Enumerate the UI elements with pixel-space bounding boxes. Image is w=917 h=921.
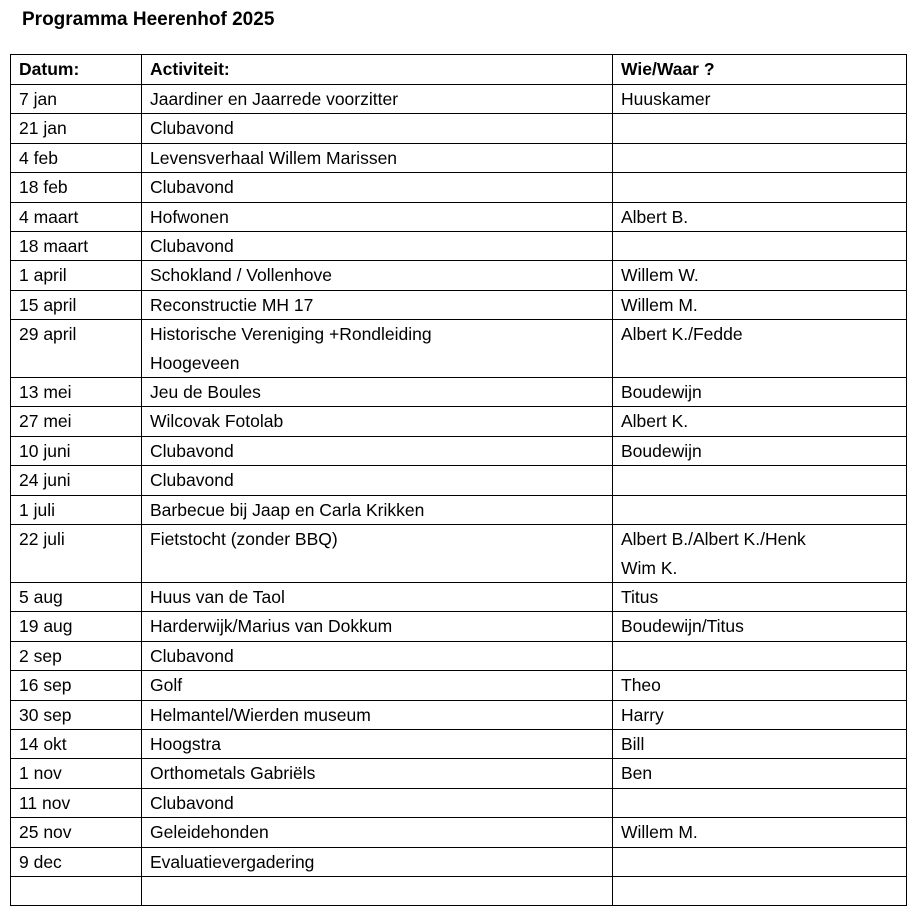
cell-activity [142, 525, 613, 583]
cell-activity [142, 85, 613, 114]
table-row [11, 320, 907, 378]
cell-date: 27 mei [11, 407, 142, 436]
page-title: Programma Heerenhof 2025 [22, 9, 275, 30]
activity-line: Barbecue bij Jaap en Carla Krikken [150, 499, 425, 520]
activity-line: Orthometals Gabriëls [150, 763, 316, 784]
cell-date: 14 okt [11, 729, 142, 758]
table-row [11, 232, 907, 261]
activity-line: Historische Vereniging +Rondleiding [150, 324, 432, 345]
cell-activity [142, 290, 613, 319]
who-where-line: Albert K. [621, 411, 689, 432]
activity-line: Harderwijk/Marius van Dokkum [150, 616, 393, 637]
table-row [11, 818, 907, 847]
activity-line: Helmantel/Wierden museum [150, 704, 371, 725]
cell-activity [142, 729, 613, 758]
cell-date: 15 april [11, 290, 142, 319]
activity-line: Reconstructie MH 17 [150, 294, 314, 315]
who-where-line: Willem M. [621, 822, 698, 843]
activity-line: Clubavond [150, 236, 234, 257]
cell-who-where [613, 729, 907, 758]
cell-date: 24 juni [11, 466, 142, 495]
who-where-line: Ben [621, 763, 653, 784]
cell-who-where [613, 290, 907, 319]
table-row [11, 143, 907, 172]
table-row [11, 495, 907, 524]
cell-who-where [613, 232, 907, 261]
activity-line: Schokland / Vollenhove [150, 265, 332, 286]
activity-line: Evaluatievergadering [150, 851, 315, 872]
table-row [11, 114, 907, 143]
cell-date: 4 feb [11, 143, 142, 172]
cell-date: 1 juli [11, 495, 142, 524]
cell-who-where [613, 700, 907, 729]
cell-date: 9 dec [11, 847, 142, 876]
activity-line: Clubavond [150, 792, 234, 813]
cell-who-where [613, 407, 907, 436]
table-row [11, 788, 907, 817]
cell-who-where [613, 759, 907, 788]
cell-who-where [613, 202, 907, 231]
table-header-row [11, 55, 907, 85]
cell-date: 11 nov [11, 788, 142, 817]
table-row [11, 290, 907, 319]
cell-activity [142, 847, 613, 876]
cell-who-where [613, 582, 907, 611]
cell-activity [142, 876, 613, 905]
cell-date: 7 jan [11, 85, 142, 114]
activity-line: Wilcovak Fotolab [150, 411, 284, 432]
table-row [11, 85, 907, 114]
who-where-line: Wim K. [621, 557, 678, 578]
activity-line: Clubavond [150, 440, 234, 461]
cell-who-where [613, 818, 907, 847]
table-row [11, 612, 907, 641]
cell-date: 22 juli [11, 525, 142, 583]
activity-line: Hofwonen [150, 206, 229, 227]
cell-date: 4 maart [11, 202, 142, 231]
cell-activity [142, 261, 613, 290]
who-where-line: Albert K./Fedde [621, 324, 743, 345]
activity-line: Levensverhaal Willem Marissen [150, 147, 398, 168]
who-where-line: Albert B. [621, 206, 689, 227]
cell-who-where [613, 788, 907, 817]
cell-who-where [613, 378, 907, 407]
cell-activity [142, 436, 613, 465]
table-row [11, 407, 907, 436]
cell-date: 21 jan [11, 114, 142, 143]
table-row [11, 378, 907, 407]
cell-activity [142, 143, 613, 172]
cell-activity [142, 788, 613, 817]
cell-activity [142, 114, 613, 143]
cell-date: 1 april [11, 261, 142, 290]
who-where-line: Boudewijn/Titus [621, 616, 744, 637]
table-row [11, 876, 907, 905]
program-table [10, 54, 907, 906]
cell-activity [142, 173, 613, 202]
table-row [11, 729, 907, 758]
who-where-line: Willem W. [621, 265, 699, 286]
cell-date: 10 juni [11, 436, 142, 465]
cell-who-where [613, 173, 907, 202]
activity-line: Hoogstra [150, 733, 222, 754]
cell-activity [142, 582, 613, 611]
cell-who-where [613, 85, 907, 114]
cell-date: 29 april [11, 320, 142, 378]
cell-date: 2 sep [11, 641, 142, 670]
cell-date: 18 feb [11, 173, 142, 202]
cell-activity [142, 641, 613, 670]
cell-who-where [613, 612, 907, 641]
table-row [11, 671, 907, 700]
cell-activity [142, 818, 613, 847]
activity-line: Fietstocht (zonder BBQ) [150, 529, 338, 550]
cell-date: 5 aug [11, 582, 142, 611]
table-row [11, 525, 907, 583]
cell-date: 18 maart [11, 232, 142, 261]
table-row [11, 641, 907, 670]
activity-line: Huus van de Taol [150, 586, 285, 607]
cell-who-where [613, 114, 907, 143]
who-where-line: Harry [621, 704, 664, 725]
who-where-line: Theo [621, 675, 661, 696]
table-row [11, 466, 907, 495]
column-header-date: Datum: [11, 55, 142, 85]
activity-line: Clubavond [150, 118, 234, 139]
cell-activity [142, 612, 613, 641]
who-where-line: Willem M. [621, 294, 698, 315]
activity-line: Geleidehonden [150, 822, 269, 843]
who-where-line: Albert B./Albert K./Henk [621, 529, 806, 550]
cell-activity [142, 495, 613, 524]
cell-date: 30 sep [11, 700, 142, 729]
table-row [11, 847, 907, 876]
cell-activity [142, 232, 613, 261]
cell-activity [142, 759, 613, 788]
who-where-line: Boudewijn [621, 382, 702, 403]
table-row [11, 582, 907, 611]
table-body [11, 85, 907, 906]
table-row [11, 436, 907, 465]
who-where-line: Boudewijn [621, 440, 702, 461]
cell-who-where [613, 466, 907, 495]
cell-activity [142, 671, 613, 700]
cell-date: 16 sep [11, 671, 142, 700]
activity-line: Hoogeveen [150, 352, 240, 373]
cell-activity [142, 407, 613, 436]
cell-who-where [613, 876, 907, 905]
table-row [11, 202, 907, 231]
activity-line: Clubavond [150, 177, 234, 198]
cell-activity [142, 320, 613, 378]
cell-activity [142, 466, 613, 495]
who-where-line: Huuskamer [621, 89, 711, 109]
cell-who-where [613, 320, 907, 378]
who-where-line: Titus [621, 586, 659, 607]
cell-date: 19 aug [11, 612, 142, 641]
cell-who-where [613, 641, 907, 670]
table-row [11, 759, 907, 788]
cell-activity [142, 378, 613, 407]
activity-line: Clubavond [150, 470, 234, 491]
cell-date: 13 mei [11, 378, 142, 407]
cell-date [11, 876, 142, 905]
activity-line: Jeu de Boules [150, 382, 261, 403]
cell-activity [142, 202, 613, 231]
who-where-line: Bill [621, 733, 645, 754]
activity-line: Golf [150, 675, 183, 696]
activity-line: Clubavond [150, 645, 234, 666]
cell-who-where [613, 495, 907, 524]
column-header-activity: Activiteit: [142, 55, 613, 85]
cell-date: 1 nov [11, 759, 142, 788]
cell-who-where [613, 525, 907, 583]
cell-who-where [613, 261, 907, 290]
cell-date: 25 nov [11, 818, 142, 847]
column-header-who-where: Wie/Waar ? [613, 55, 907, 85]
activity-line: Jaardiner en Jaarrede voorzitter [150, 89, 399, 109]
table-row [11, 261, 907, 290]
cell-activity [142, 700, 613, 729]
table-row [11, 173, 907, 202]
cell-who-where [613, 436, 907, 465]
table-row [11, 700, 907, 729]
cell-who-where [613, 671, 907, 700]
cell-who-where [613, 847, 907, 876]
cell-who-where [613, 143, 907, 172]
